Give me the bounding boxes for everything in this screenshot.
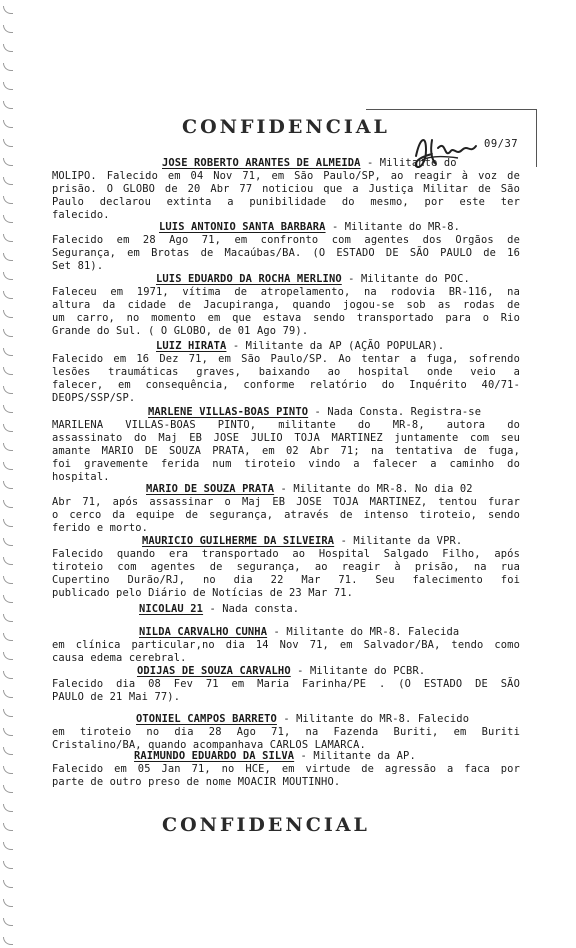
entry-text-line: Falecido dia 08 Fev 71 em Maria Farinha/PE . (O ESTADO DE SÃO xyxy=(52,678,520,690)
entry-text-line: prisão. O GLOBO de 20 Abr 77 noticiou que a Justiça Militar de São xyxy=(52,183,520,195)
entry-heading-text: - Militante do MR-8. Falecida xyxy=(267,626,460,638)
entry-heading-text: - Militante do PCBR. xyxy=(290,665,426,677)
entry-heading-text: - Militante do MR-8. No dia 02 xyxy=(274,483,473,495)
person-name: MAURICIO GUILHERME DA SILVEIRA xyxy=(142,535,335,547)
entry-heading xyxy=(52,713,520,726)
entry-text-line: ferido e morto. xyxy=(52,522,149,534)
entry-text-line: Grande do Sul. ( O GLOBO, de 01 Ago 79). xyxy=(52,325,309,337)
entry-text-line: causa edema cerebral. xyxy=(52,652,187,664)
entry-text-line: DEOPS/SSP/SP. xyxy=(52,392,136,404)
margin-rule-right xyxy=(536,109,537,167)
confidential-stamp-bottom: CONFIDENCIAL xyxy=(162,814,370,836)
entry-marlene xyxy=(52,406,520,484)
entry-text-line: o cerco da equipe de segurança, através de intenso tiroteio, sendo xyxy=(52,509,520,521)
entry-luiz-hirata xyxy=(52,340,520,405)
entry-heading-text: - Militante da AP. xyxy=(294,750,416,762)
entry-text-line: Abr 71, após assassinar o Maj EB JOSE TOJA MARTINEZ, tentou furar xyxy=(52,496,520,508)
entry-nilda xyxy=(52,626,520,665)
entry-mario xyxy=(52,483,520,535)
entry-text-line: falecido. xyxy=(52,209,110,221)
entry-text-line: parte de outro preso de nome MOACIR MOUTINHO. xyxy=(52,776,341,788)
entry-text-line: Falecido em 28 Ago 71, em confronto com agentes dos Orgãos de xyxy=(52,234,520,246)
entry-text-line: altura da cidade de Jacupiranga, quando jogou-se sob as rodas de xyxy=(52,299,520,311)
entry-heading-text: - Militante da VPR. xyxy=(334,535,463,547)
entry-text-line: Faleceu em 1971, vítima de atropelamento, na rodovia BR-116, na xyxy=(52,286,520,298)
entry-heading xyxy=(52,221,520,234)
entry-text-line: Falecido em 16 Dez 71, em São Paulo/SP. Ao tentar a fuga, sofrendo xyxy=(52,353,520,365)
margin-rule-top xyxy=(366,109,536,110)
entry-heading-text: - Militante do xyxy=(360,157,457,169)
entry-heading xyxy=(52,750,520,763)
entry-heading-text: - Nada Consta. Registra-se xyxy=(308,406,482,418)
entry-text-line: um carro, no momento em que estava sendo transportado para o Rio xyxy=(52,312,520,324)
entry-text-line: amante MARIO DE SOUZA PRATA, em 02 Abr 71; na tentativa de fuga, xyxy=(52,445,520,457)
person-name: OTONIEL CAMPOS BARRETO xyxy=(136,713,277,725)
entry-text-line: MARILENA VILLAS-BOAS PINTO, militante do MR-8, autora do xyxy=(52,419,520,431)
person-name: ODIJAS DE SOUZA CARVALHO xyxy=(137,665,291,677)
person-name: MARIO DE SOUZA PRATA xyxy=(146,483,275,495)
entry-text-line: PAULO de 21 Mai 77). xyxy=(52,691,181,703)
entry-text-line: lesões traumáticas graves, baixando ao hospital onde veio a xyxy=(52,366,520,378)
entry-heading xyxy=(52,665,520,678)
person-name: RAIMUNDO EDUARDO DA SILVA xyxy=(134,750,295,762)
entry-heading xyxy=(52,603,520,616)
entry-heading xyxy=(52,483,520,496)
entry-heading xyxy=(52,340,520,353)
entry-text-line: MOLIPO. Falecido em 04 Nov 71, em São Paulo/SP, ao reagir à voz de xyxy=(52,170,520,182)
entry-text-line: Segurança, em Brotas de Macaúbas/BA. (O ESTADO DE SÃO PAULO de 16 xyxy=(52,247,520,259)
person-name: NILDA CARVALHO CUNHA xyxy=(139,626,268,638)
entry-heading-text: - Militante do POC. xyxy=(341,273,470,285)
entry-text-line: Falecido quando era transportado ao Hospital Salgado Filho, após xyxy=(52,548,520,560)
entry-heading-text: - Militante do MR-8. xyxy=(325,221,461,233)
entry-text-line: assassinato do Maj EB JOSE JULIO TOJA MARTINEZ juntamente com seu xyxy=(52,432,520,444)
entry-heading xyxy=(52,406,520,419)
entry-text-line: falecer, em consequência, conforme relatório do Inquérito 40/71- xyxy=(52,379,520,391)
person-name: NICOLAU 21 xyxy=(139,603,204,615)
entry-text-line: Paulo declarou extinta a punibilidade do mesmo, por este ter xyxy=(52,196,520,208)
person-name: MARLENE VILLAS-BOAS PINTO xyxy=(148,406,309,418)
entry-jose-roberto xyxy=(52,157,520,222)
page-number: 09/37 xyxy=(484,138,519,150)
entry-raimundo xyxy=(52,750,520,789)
entry-luis-eduardo xyxy=(52,273,520,338)
entry-text-line: publicado pelo Diário de Notícias de 23 Mar 71. xyxy=(52,587,354,599)
confidential-stamp-top: CONFIDENCIAL xyxy=(182,116,390,138)
entry-heading xyxy=(52,273,520,286)
entry-text-line: Cristalino/BA, quando acompanhava CARLOS LAMARCA. xyxy=(52,739,366,751)
person-name: LUIS EDUARDO DA ROCHA MERLINO xyxy=(156,273,342,285)
entry-heading xyxy=(52,535,520,548)
entry-otoniel xyxy=(52,713,520,752)
entry-text-line: Cupertino Durão/RJ, no dia 22 Mar 71. Seu falecimento foi xyxy=(52,574,520,586)
entry-text-line: Falecido em 05 Jan 71, no HCE, em virtude de agressão a faca por xyxy=(52,763,520,775)
entry-heading-text: - Militante do MR-8. Falecido xyxy=(276,713,470,725)
entry-odijas xyxy=(52,665,520,704)
entry-text-line: em clínica particular,no dia 14 Nov 71, em Salvador/BA, tendo como xyxy=(52,639,520,651)
entry-text-line: foi gravemente ferida num tiroteio vindo a falecer a caminho do xyxy=(52,458,520,470)
entry-text-line: tiroteio com agentes de segurança, ao reagir à prisão, na rua xyxy=(52,561,520,573)
entry-heading-text: - Nada consta. xyxy=(203,603,300,615)
person-name: LUIZ HIRATA xyxy=(156,340,227,352)
entry-luis-antonio xyxy=(52,221,520,273)
entry-text-line: hospital. xyxy=(52,471,110,483)
entry-heading-text: - Militante da AP (AÇÃO POPULAR). xyxy=(226,340,445,352)
entry-nicolau xyxy=(52,603,520,616)
entry-heading xyxy=(52,157,520,170)
person-name: LUIS ANTONIO SANTA BARBARA xyxy=(159,221,326,233)
person-name: JOSE ROBERTO ARANTES DE ALMEIDA xyxy=(162,157,361,169)
entry-mauricio xyxy=(52,535,520,600)
entry-text-line: Set 81). xyxy=(52,260,104,272)
entry-heading xyxy=(52,626,520,639)
entry-text-line: em tiroteio no dia 28 Ago 71, na Fazenda Buriti, em Buriti xyxy=(52,726,520,738)
